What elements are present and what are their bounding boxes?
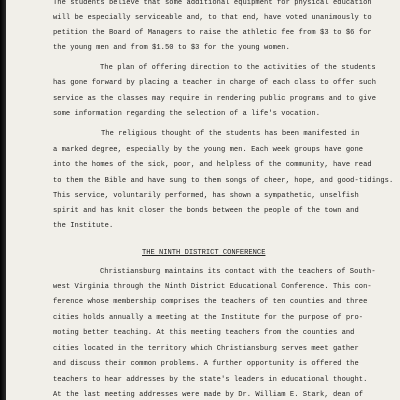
text-line: some information regarding the selection of a life's vocation.: [53, 110, 321, 118]
text-line: The plan of offering direction to the activities of the students: [100, 64, 376, 72]
text-line: At the last meeting addresses were made by Dr. William E. Stark, dean of: [53, 391, 364, 399]
text-line: service as the classes may require in rendering public programs and to give: [53, 95, 377, 103]
document-page: [6, 0, 400, 400]
section-heading: THE NINTH DISTRICT CONFERENCE: [142, 249, 266, 257]
text-line: a marked degree, especially by the young men. Each week groups have gone: [53, 146, 364, 154]
text-line: Christiansburg maintains its contact with the teachers of South-: [100, 268, 376, 276]
text-line: The students believe that some additional equipment for physical education: [53, 0, 372, 7]
text-line: the Institute.: [53, 222, 114, 230]
text-line: has gone forward by placing a teacher in charge of each class to offer such: [53, 79, 377, 87]
text-line: teachers to hear addresses by the state's leaders in educational thought.: [53, 376, 368, 384]
text-line: and discuss their common problems. A further opportunity is offered the: [53, 360, 359, 368]
text-line: into the homes of the sick, poor, and helpless of the community, have read: [53, 161, 372, 169]
text-line: cities located in the territory which Christiansburg serves meet gather: [53, 345, 359, 353]
text-line: spirit and has knit closer the bonds between the people of the town and: [53, 207, 359, 215]
text-line: ference whose membership comprises the teachers of ten counties and three: [53, 298, 368, 306]
text-line: west Virginia through the Ninth District Educational Conference. This con-: [53, 283, 372, 291]
text-line: This service, voluntarily performed, has shown a sympathetic, unselfish: [53, 192, 359, 200]
text-line: to them the Bible and have sung to them songs of cheer, hope, and good-tidings.: [53, 177, 394, 185]
text-line: The religious thought of the students has been manifested in: [101, 130, 360, 138]
text-line: the young men and from $1.50 to $3 for the young women.: [53, 44, 290, 52]
text-line: moting better teaching. At this meeting teachers from the counties and: [53, 329, 355, 337]
text-line: petition the Board of Managers to raise the athletic fee from $3 to $6 for: [53, 29, 372, 37]
text-line: cities holds annually a meeting at the Institute for the purpose of pro-: [53, 314, 364, 322]
text-line: will be especially serviceable and, to that end, have voted unanimously to: [53, 14, 372, 22]
